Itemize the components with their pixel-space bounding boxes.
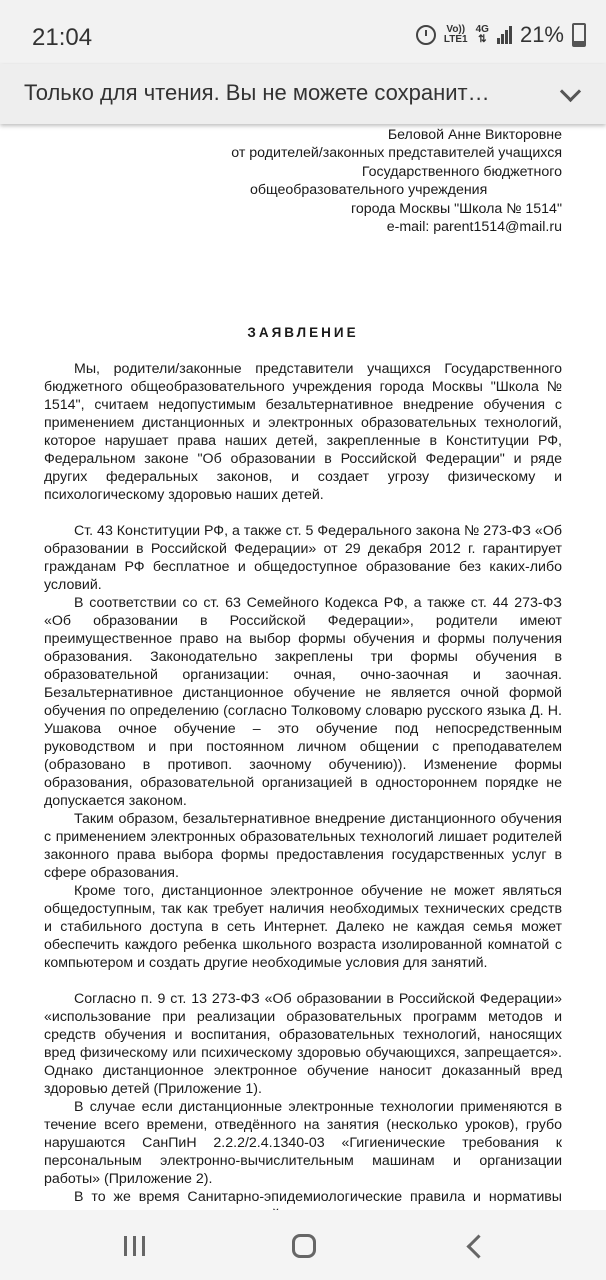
paragraph: Мы, родители/законные представители учащихся Государственного бюджетного общеобразовательного учреждения города Москвы "Школа № 1514", считаем недопустимым безальтернативное внедрение обучения с применением дистанционных и электронных образовательных технологий, которое нарушает права наших детей, закрепленные в Конституции РФ, Федеральном законе "Об образовании в Российской Федерации" и ряде других федеральных законов, и создает угрозу физическому и психологическому здоровью наших детей. <box>44 361 562 503</box>
battery-icon <box>572 23 586 47</box>
document-page <box>0 124 606 1210</box>
paragraph: Кроме того, дистанционное электронное обучение не может являться общедоступным, так как требует наличия необходимых технических средств и стабильного доступа в сеть Интернет. Далеко не каждая семья может обеспечить каждого ребенка школьного возраста изолированной комнатой с компьютером и создать другие необходимые условия для занятий. <box>44 883 562 971</box>
back-icon[interactable] <box>466 1234 490 1258</box>
paragraph: В то же время Санитарно-эпидемиологические правила и нормативы <box>74 1189 562 1205</box>
addressee-block <box>231 126 562 236</box>
address-line: общеобразовательного учреждения <box>249 182 488 199</box>
chevron-down-icon[interactable] <box>560 81 581 102</box>
paragraph: Ст. 43 Конституции РФ, а также ст. 5 Федерального закона № 273-ФЗ «Об образовании в Российской Федерации» от 29 декабря 2012 г. гарантирует гражданам РФ бесплатное и общедоступное образование без каких-либо условий. <box>44 523 562 593</box>
status-bar <box>0 0 606 64</box>
paragraph: Согласно п. 9 ст. 13 273-ФЗ «Об образовании в Российской Федерации» «использование при реализации образовательных программ методов и средств обучения и воспитания, образовательных технологий, наносящих вред физическому или психическому здоровью обучающихся, запрещается». Однако дистанционное электронное обучение наносит доказанный вред здоровью детей (Приложение 1). <box>44 991 562 1097</box>
paragraph: Таким образом, безальтернативное внедрение дистанционного обучения с применением электронных образовательных технологий лишает родителей законного права выбора формы предоставления государственных услуг в сфере образования. <box>44 811 562 881</box>
address-line: города Москвы "Школа № 1514" <box>350 200 562 217</box>
read-only-banner[interactable] <box>0 64 606 124</box>
address-line: Беловой Анне Викторовне <box>387 127 562 143</box>
address-line: e-mail: parent1514@mail.ru <box>386 218 562 235</box>
home-icon[interactable] <box>292 1234 316 1258</box>
paragraph: В случае если дистанционные электронные технологии применяются в течение всего времени, отведённого на занятия (несколько уроков), грубо нарушаются СанПиН 2.2.2/2.4.1340-03 «Гигиенические требования к персональным электронно-вычислительным машинам и организации работы» (Приложение 2). <box>44 1099 562 1187</box>
net-type: 4G ⇅ <box>475 24 489 45</box>
signal-icon <box>497 26 512 44</box>
status-icons <box>416 22 586 48</box>
document-title: ЗАЯВЛЕНИЕ <box>247 325 359 340</box>
paragraph: В соответствии со ст. 63 Семейного Кодекса РФ, а также ст. 44 273-ФЗ «Об образовании в Российской Федерации», родители имеют преимущественное право на выбор формы обучения и формы получения образования. Законодательно закреплены три формы обучения в образовательной организации: очная, очно-заочная и заочная. Безальтернативное дистанционное обучение не является очной формой обучения по определению (согласно Толковому словарю русского языка Д. Н. Ушакова очное обучение – это обучение под непосредственным руководством и при постоянном личном общении с преподавателем (образовано в противоп. заочному обучению)). Изменение формы образования, образовательной организацией в одностороннем порядке не допускается законом. <box>44 595 562 809</box>
address-line: от родителей/законных представителей учащихся <box>231 145 562 162</box>
recent-apps-icon[interactable] <box>124 1236 145 1256</box>
alarm-icon <box>416 25 436 45</box>
address-line: Государственного бюджетного <box>361 163 562 180</box>
banner-text: Только для чтения. Вы не можете сохранит… <box>24 80 490 105</box>
battery-percent: 21% <box>519 22 564 47</box>
status-time: 21:04 <box>32 24 93 51</box>
volte-indicator: Vo)) LTE1 <box>443 24 468 45</box>
document-body <box>44 360 562 1224</box>
navigation-bar <box>0 1210 606 1280</box>
